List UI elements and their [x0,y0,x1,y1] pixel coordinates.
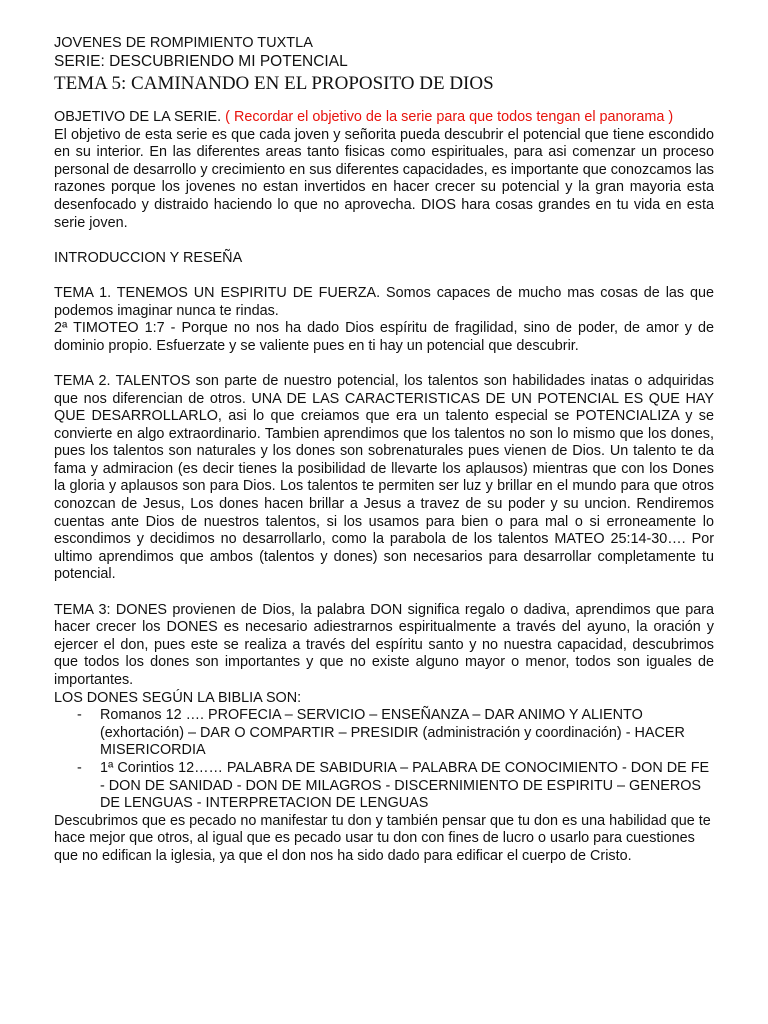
objective-heading-line [54,109,714,127]
tema1-text: TEMA 1. TENEMOS UN ESPIRITU DE FUERZA. Somos capaces de mucho mas cosas de las que podemos imaginar nunca te rindas. [54,284,714,319]
objective-note: ( Recordar el objetivo de la serie para que todos tengan el panorama ) [221,109,674,125]
objective-heading: OBJETIVO DE LA SERIE. [54,109,222,125]
dones-list [54,707,714,813]
tema3-text: TEMA 3: DONES provienen de Dios, la palabra DON significa regalo o dadiva, aprendimos que para hacer crecer los DONES es necesario adiestrarnos espiritualmente a través del ayuno, la oración y ejercer el don, pues este se realiza a través del espíritu santo y no nuestra capacidad, descubrimos que todos los dones son importantes y que no existe alguno mayor o menor, todos son iguales de importantes. [54,601,714,688]
list-item: - Romanos 12 …. PROFECIA – SERVICIO – ENSEÑANZA – DAR ANIMO Y ALIENTO (exhortación) – DAR O COMPARTIR – PRESIDIR (administración y coordinación) - HACER MISERICORDIA [100,707,714,760]
objective-body: El objetivo de esta serie es que cada joven y señorita pueda descubrir el potencial que tiene escondido en su interior. En las diferentes areas tanto fisicas como espirituales, para asi comenzar un proceso personal de desarrollo y crecimiento en sus diferentes capacidades, es importante que conozcamos las razones porque los jovenes no estan invertidos en hacer crecer su potencial y la gran mayoria esta desenfocado y distraido haciendo lo que no aprovecha. DIOS hara cosas grandes en tu vida en esta serie joven. [54,126,714,231]
list-item: - 1ª Corintios 12…… PALABRA DE SABIDURIA – PALABRA DE CONOCIMIENTO - DON DE FE - DON DE SANIDAD - DON DE MILAGROS - DISCERNIMIENTO DE ESPIRITU – GENEROS DE LENGUAS - INTERPRETACION DE LENGUAS [100,760,714,813]
series-title: SERIE: DESCUBRIENDO MI POTENCIAL [54,53,348,70]
tema2-text: TEMA 2. TALENTOS son parte de nuestro potencial, los talentos son habilidades inatas o adquiridas que nos diferencian de otros. UNA DE LAS CARACTERISTICAS DE UN POTENCIAL ES QUE HAY QUE DESARROLLARLO, asi lo que creiamos que era un talento especial se POTENCIALIZA y se convierte en algo extraordinario. Tambien aprendimos que los talentos no son lo mismo que los dones, pues los talentos son naturales y los dones son sobrenaturales pues vienen de Dios. Un talento te da fama y admiracion (es decir tienes la posibilidad de llevarte los aplausos) mientras que con los Dones la gloria y aplausos son para Dios. Los talentos te permiten ser luz y brillar en el mundo para que otros conozcan de Jesus, Los dones hacen brillar a Jesus a travez de su poder y su uncion. Rendiremos cuentas ante Dios de nuestros talentos, si los usamos para bien o para mal o si erroneamente lo escondimos y decidimos no desarrollarlo, como la parabola de los talentos MATEO 25:14-30…. Por ultimo aprendimos que ambos (talentos y dones) son necesarios para desarrollar completamente tu potencial. [54,372,714,583]
org-name: JOVENES DE ROMPIMIENTO TUXTLA [54,35,313,51]
tema1-verse: 2ª TIMOTEO 1:7 - Porque no nos ha dado Dios espíritu de fragilidad, sino de poder, de amor y de dominio propio. Esfuerzate y se valiente pues en ti hay un potencial que descubrir. [54,320,714,354]
tema3-closing: Descubrimos que es pecado no manifestar tu don y también pensar que tu don es una habilidad que te hace mejor que otros, al igual que es pecado usar tu don con fines de lucro o usarlo para cuestiones que no edifican la iglesia, ya que el don nos ha sido dado para edificar el cuerpo de Cristo. [54,812,711,864]
theme-title: TEMA 5: CAMINANDO EN EL PROPOSITO DE DIOS [54,73,494,94]
intro-heading: INTRODUCCION Y RESEÑA [54,249,243,266]
dones-list-heading: LOS DONES SEGÚN LA BIBLIA SON: [54,689,302,706]
